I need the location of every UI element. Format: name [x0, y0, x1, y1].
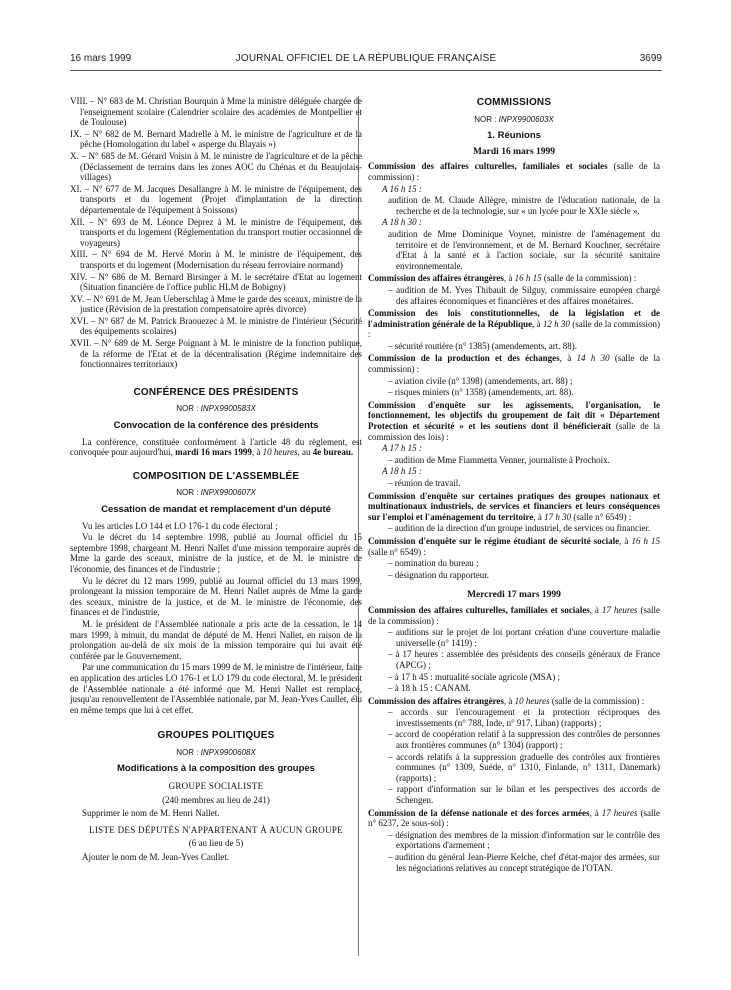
composition-section-title: COMPOSITION DE L'ASSEMBLÉE — [132, 470, 300, 482]
groupes-nor: NOR : INPX9900608X — [176, 747, 256, 757]
agenda-item: – à 17 h 45 : mutualité sociale agricole (MSA) ; — [388, 671, 560, 682]
commission-entry: Commission d'enquête sur certaines pratiques des groupes nationaux et multinationaux industriels, de services et financiers et leurs conséquences sur l'emploi et l'aménagement du territoire, à 17 h 30 (salle n° 6549) : — [368, 490, 660, 522]
question-item: XVI. – N° 687 de M. Patrick Braouezec à M. le ministre de l'intérieur (Sécurité des équipements scolaires) — [70, 315, 362, 337]
composition-paragraph: M. le président de l'Assemblée nationale a pris acte de la cessation, le 14 mars 1999, à minuit, du mandat de député de M. Henri Nallet, en raison de la prolongation au-delà de six mois de la mission temporaire qui lui avait été conférée par le Gouvernement. — [70, 618, 362, 661]
agenda-item: – auditions sur le projet de loi portant création d'une couverture maladie universelle (n° 1419) : — [388, 627, 660, 648]
agenda-item: – accord de coopération relatif à la suppression des contrôles de personnes aux frontières communes (n° 1304) (rapport) ; — [388, 729, 660, 751]
group-name: GROUPE SOCIALISTE — [168, 781, 264, 792]
question-item: XIII. – N° 694 de M. Hervé Morin à M. le ministre de l'équipement, des transports et du logement (Modernisation du réseau ferroviaire normand) — [70, 249, 362, 270]
header-date: 16 mars 1999 — [70, 53, 132, 64]
groupes-subtitle: Modifications à la composition des groupes — [117, 763, 315, 775]
session-text: – audition de Mme Fiammetta Venner, journaliste à Prochoix. — [388, 454, 610, 465]
session-text: audition de M. Claude Allègre, ministre de l'éducation nationale, de la recherche et de la technologie, sur « un lycée pour le XXIe siècle ». — [388, 195, 660, 216]
conference-text: La conférence, constituée conformément à l'article 48 du règlement, est convoquée pour aujourd'hui, mardi 16 mars 1999, à 10 heures, au 4e bureau. — [70, 436, 362, 458]
header-rule — [70, 70, 662, 71]
group-count: (6 au lieu de 5) — [188, 838, 244, 849]
agenda-item: – accords relatifs à la suppression graduelle des contrôles aux frontières communes (n° 1309, Suède, n° 1310, Finlande, n° 1311, Danemark) (rapports) ; — [388, 751, 660, 783]
question-item: XIV. – N° 686 de M. Bernard Birsinger à M. le secrétaire d'Etat au logement (Situation financière de l'office public HLM de Bobigny) — [70, 271, 362, 293]
composition-paragraph: Vu le décret du 12 mars 1999, publié au Journal officiel du 13 mars 1999, prolongeant la mission temporaire de M. Henri Nallet auprès de Mme la garde des sceaux, ministre de la justice, et de M. le ministre de l'économie, des finances et de l'industrie, — [70, 575, 362, 618]
commission-entry: Commission des lois constitutionnelles, de la législation et de l'administration générale de la République, à 12 h 30 (salle de la commission) : — [368, 308, 660, 340]
agenda-item: – aviation civile (n° 1398) (amendements, art. 88) ; — [388, 375, 573, 386]
session-text: audition de Mme Dominique Voynet, ministre de l'aménagement du territoire et de l'environnement, et de M. Bernard Kouchner, secrétaire d'Etat à la santé et à l'action sociale, sur la sécurité sanitaire environnementale. — [388, 228, 660, 271]
group-name: LISTE DES DÉPUTÉS N'APPARTENANT À AUCUN GROUPE — [89, 824, 343, 835]
commission-entry: Commission des affaires culturelles, familiales et sociales, à 17 heures (salle de la commission) : — [368, 604, 660, 626]
conference-subtitle: Convocation de la conférence des présidents — [113, 420, 319, 432]
agenda-item: – nomination du bureau ; — [388, 558, 479, 569]
agenda-item: – à 17 heures : assemblée des présidents des conseils généraux de France (APCG) ; — [388, 649, 660, 670]
commissions-title: COMMISSIONS — [476, 97, 552, 108]
groupes-section-title: GROUPES POLITIQUES — [157, 730, 275, 742]
commissions-nor: NOR : INPX9900603X — [474, 114, 554, 124]
question-item: VIII. – N° 683 de M. Christian Bourquin à Mme la ministre déléguée chargée de l'enseignement scolaire (Calendrier scolaire des académies de Montpellier et de Toulouse) — [70, 96, 362, 128]
commission-entry: Commission d'enquête sur les agissements, l'organisation, le fonctionnement, les objectifs du groupement de fait dit « Département Protection et sécurité » et les soutiens dont il bénéficierait (salle de la commission des lois) : — [368, 399, 661, 442]
session-time: A 18 h 30 : — [382, 217, 422, 228]
session-time: A 16 h 15 : — [382, 183, 422, 194]
session-time: A 18 h 15 : — [382, 466, 422, 477]
commission-entry: Commission des affaires étrangères, à 16 h 15 (salle de la commission) : — [368, 273, 637, 284]
question-item: XII. – N° 693 de M. Léonce Deprez à M. le ministre de l'équipement, des transports et du logement (Réglementation du transport routier occasionnel de voyageurs) — [70, 216, 362, 248]
composition-paragraph: Vu les articles LO 144 et LO 176-1 du code électoral ; — [82, 520, 278, 531]
group-count: (240 membres au lieu de 241) — [162, 794, 270, 805]
conference-section-title: CONFÉRENCE DES PRÉSIDENTS — [133, 386, 299, 398]
composition-paragraph: Par une communication du 15 mars 1999 de M. le ministre de l'intérieur, faite en application des articles LO 176-1 et LO 179 du code électoral, M. le président de l'Assemblée nationale a été informé que M. Henri Nallet est remplacé, jusqu'au renouvellement de l'Assemblée nationale, par M. Jean-Yves Caullet, élu en même temps que lui à cet effet. — [70, 662, 362, 715]
commission-entry: Commission de la défense nationale et des forces armées, à 17 heures (salle n° 6237, 2e sous-sol) : — [368, 807, 660, 829]
day-heading: Mercredi 17 mars 1999 — [467, 590, 561, 601]
agenda-item: – rapport d'information sur le bilan et les perspectives des accords de Schengen. — [388, 784, 660, 806]
questions-list — [70, 96, 362, 370]
agenda-item: – risques miniers (n° 1358) (amendements, art. 88). — [388, 387, 574, 398]
commission-entry: Commission d'enquête sur le régime étudiant de sécurité sociale, à 16 h 15 (salle n° 6549) : — [368, 535, 661, 557]
page-header — [70, 53, 662, 67]
header-page-number: 3699 — [639, 53, 662, 64]
left-column — [70, 96, 362, 864]
question-item: X. – N° 685 de M. Gérard Voisin à M. le ministre de l'agriculture et de la pêche (Déclassement de terrains dans les zones AOC du Chénas et du Beaujolais-villages) — [70, 150, 362, 183]
right-column — [368, 96, 660, 874]
session-time: A 17 h 15 : — [382, 443, 422, 454]
conference-nor: NOR : INPX9900583X — [176, 404, 256, 414]
agenda-item: – désignation des membres de la mission d'information sur le contrôle des exportations d'armement ; — [388, 829, 660, 851]
agenda-item: – désignation du rapporteur. — [388, 569, 489, 580]
session-text: – réunion de travail. — [388, 478, 461, 488]
group-action: Supprimer le nom de M. Henri Nallet. — [82, 808, 220, 819]
commission-entry: Commission des affaires étrangères, à 10 heures (salle de la commission) : — [368, 695, 645, 706]
group-action: Ajouter le nom de M. Jean-Yves Caullet. — [82, 852, 230, 863]
composition-subtitle: Cessation de mandat et remplacement d'un député — [101, 504, 331, 515]
commission-entry: Commission des affaires culturelles, familiales et sociales (salle de la commission) : — [368, 161, 660, 182]
composition-paragraph: Vu le décret du 14 septembre 1998, publié au Journal officiel du 15 septembre 1998, chargeant M. Henri Nallet d'une mission temporaire auprès de Mme la garde des sceaux, ministre de la justice, et de M. le ministre de l'économie, des finances et de l'industrie ; — [70, 532, 362, 574]
day-heading: Mardi 16 mars 1999 — [472, 146, 556, 157]
question-item: XV. – N° 691 de M. Jean Ueberschlag à Mme le garde des sceaux, ministre de la justice (Révision de la prestation compensatoire après divorce) — [70, 293, 362, 315]
question-item: XVII. – N° 689 de M. Serge Poignant à M. le ministre de la fonction publique, de la réforme de l'Etat et de la décentralisation (Régime indemnitaire des fonctionnaires territoriaux) — [70, 338, 362, 370]
agenda-item: – à 18 h 15 : CANAM. — [388, 683, 471, 694]
agenda-item: – audition du général Jean-Pierre Kelche, chef d'état-major des armées, sur les négociations relatives au concept stratégique de l'OTAN. — [388, 852, 660, 873]
agenda-item: – accords sur l'encouragement et la protection réciproques des investissements (n° 788, Inde, n° 917, Liban) (rapports) ; — [388, 707, 660, 728]
agenda-item: – audition de M. Yves Thibault de Silguy, commissaire européen chargé des affaires économiques et financières et des affaires monétaires. — [388, 284, 660, 306]
header-journal-title: JOURNAL OFFICIEL DE LA RÉPUBLIQUE FRANÇAISE — [235, 53, 497, 64]
commission-entry: Commission de la production et des échanges, à 14 h 30 (salle de la commission) : — [368, 353, 661, 375]
composition-nor: NOR : INPX9900607X — [176, 488, 256, 498]
reunions-heading: 1. Réunions — [487, 130, 541, 142]
agenda-item: – sécurité routière (n° 1385) (amendements, art. 88). — [388, 340, 578, 351]
question-item: IX. – N° 682 de M. Bernard Madrelle à M. le ministre de l'agriculture et de la pêche (Homologation du label « asperge du Blayais ») — [70, 128, 362, 150]
question-item: XI. – N° 677 de M. Jacques Desallangre à M. le ministre de l'équipement, des transports et du logement (Projet d'implantation de la direction départementale de l'équipement à Soissons) — [70, 183, 362, 215]
agenda-item: – audition de la direction d'un groupe industriel, de services ou financier. — [388, 523, 651, 534]
